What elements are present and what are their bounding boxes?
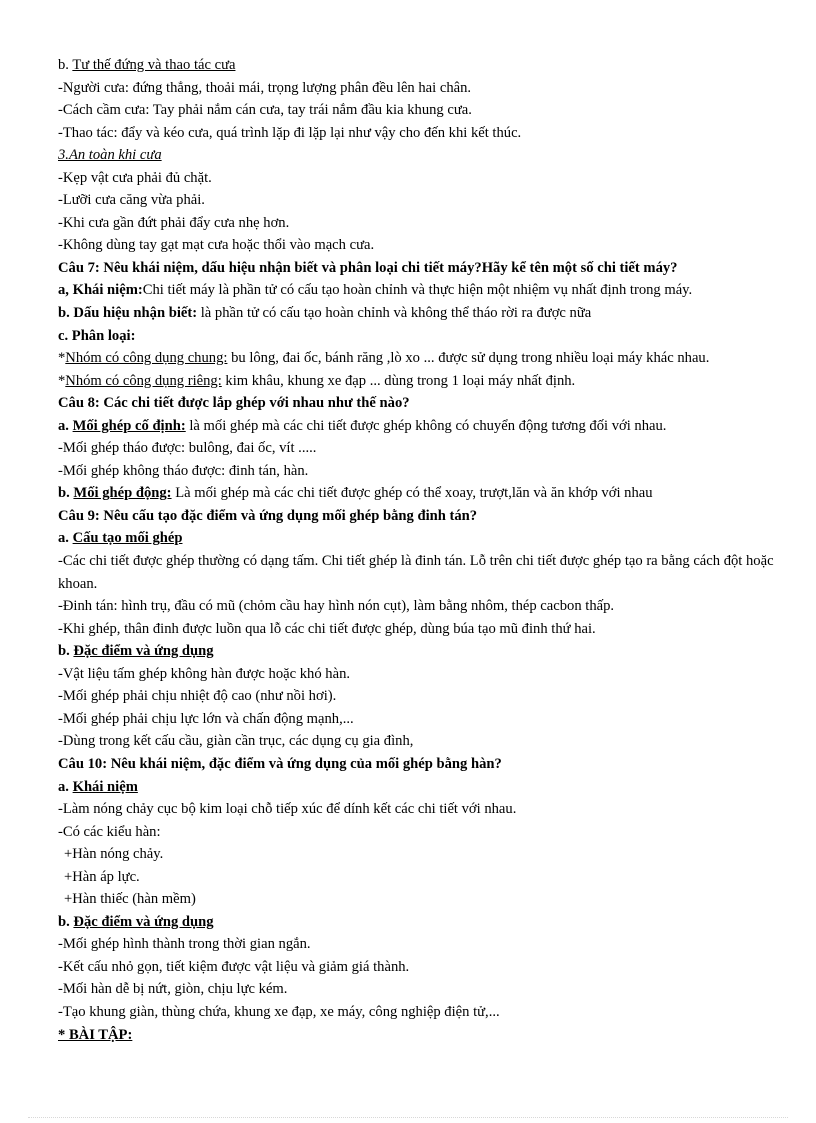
text-line: -Mối ghép hình thành trong thời gian ngắn. bbox=[58, 936, 311, 953]
question-10-heading: Câu 10: Nêu khái niệm, đặc điểm và ứng dụng của mối ghép bằng hàn? bbox=[58, 755, 502, 772]
text-line: -Làm nóng chảy cục bộ kim loại chỗ tiếp xúc để dính kết các chi tiết với nhau. bbox=[58, 801, 517, 818]
text-line: -Người cưa: đứng thẳng, thoải mái, trọng lượng phân đều lên hai chân. bbox=[58, 79, 472, 96]
heading-posture-text: Tư thế đứng và thao tác cưa bbox=[72, 57, 236, 73]
text-line: -Lưỡi cưa căng vừa phải. bbox=[58, 192, 205, 209]
text-line: -Mối ghép phải chịu nhiệt độ cao (như nồi hơi). bbox=[58, 688, 337, 705]
page-bottom-divider bbox=[28, 1117, 788, 1118]
text-paragraph: *Nhóm có công dụng chung: bu lông, đai ốc, bánh răng ,lò xo ... được sử dụng trong nhiều loại máy khác nhau. bbox=[58, 350, 710, 367]
text-line: -Không dùng tay gạt mạt cưa hoặc thổi vào mạch cưa. bbox=[58, 237, 375, 254]
label-features-welding: Đặc điểm và ứng dụng bbox=[73, 913, 214, 930]
text-line: b. Mối ghép động: Là mối ghép mà các chi tiết được ghép có thể xoay, trượt,lăn và ăn khớp với nhau bbox=[58, 485, 653, 502]
text-line: -Khi cưa gần đứt phải đẩy cưa nhẹ hơn. bbox=[58, 214, 290, 231]
text-line: -Vật liệu tấm ghép không hàn được hoặc khó hàn. bbox=[58, 665, 351, 682]
text-line: -Khi ghép, thân đinh được luồn qua lỗ các chi tiết được ghép, dùng búa tạo mũ đinh thứ hai. bbox=[58, 620, 596, 637]
text-line: -Thao tác: đẩy và kéo cưa, quá trình lặp đi lặp lại như vậy cho đến khi kết thúc. bbox=[58, 124, 522, 141]
text-line: a. Khái niệm bbox=[58, 778, 138, 795]
text-paragraph: a, Khái niệm:Chi tiết máy là phần tử có cấu tạo hoàn chỉnh và thực hiện một nhiệm vụ nhất định trong máy. bbox=[58, 282, 693, 299]
text-paragraph: -Các chi tiết được ghép thường có dạng tấm. Chi tiết ghép là đinh tán. Lỗ trên chi tiết được ghép tạo ra bằng cách đột hoặc khoan. bbox=[58, 553, 774, 592]
label-structure: Cấu tạo mối ghép bbox=[72, 530, 183, 547]
text-line: a. Cấu tạo mối ghép bbox=[58, 530, 183, 547]
text-line: -Kết cấu nhỏ gọn, tiết kiệm được vật liệu và giảm giá thành. bbox=[58, 958, 410, 975]
text-line: +Hàn thiếc (hàn mềm) bbox=[64, 891, 196, 908]
document-page bbox=[58, 54, 780, 1046]
label-classification: c. Phân loại: bbox=[58, 327, 136, 344]
text-line: -Mối ghép không tháo được: đinh tán, hàn. bbox=[58, 462, 309, 479]
label-fixed-joint: Mối ghép cố định: bbox=[72, 417, 186, 434]
exercises-heading: * BÀI TẬP: bbox=[58, 1026, 133, 1043]
text-line: a. Mối ghép cố định: là mối ghép mà các chi tiết được ghép không có chuyển động tương đối với nhau. bbox=[58, 417, 667, 434]
question-9-heading: Câu 9: Nêu cấu tạo đặc điểm và ứng dụng mối ghép bằng đinh tán? bbox=[58, 507, 478, 524]
label-signs: b. Dấu hiệu nhận biết: bbox=[58, 305, 198, 322]
label-features: Đặc điểm và ứng dụng bbox=[73, 643, 214, 660]
text-line: b. Đặc điểm và ứng dụng bbox=[58, 913, 214, 930]
label-definition: a, Khái niệm: bbox=[58, 282, 143, 299]
text-line: -Dùng trong kết cấu cầu, giàn cần trục, các dụng cụ gia đình, bbox=[58, 733, 414, 750]
text-line: b. Đặc điểm và ứng dụng bbox=[58, 643, 214, 660]
text-line: -Tạo khung giàn, thùng chứa, khung xe đạp, xe máy, công nghiệp điện tử,... bbox=[58, 1003, 500, 1020]
section-heading-safety: 3.An toàn khi cưa bbox=[58, 147, 162, 164]
text-line: b. Dấu hiệu nhận biết: là phần tử có cấu tạo hoàn chỉnh và không thể tháo rời ra được nữa bbox=[58, 305, 592, 322]
text-line: -Mối ghép tháo được: bulông, đai ốc, vít ..... bbox=[58, 440, 317, 457]
text-line: +Hàn nóng chảy. bbox=[64, 846, 164, 863]
text-line: -Có các kiểu hàn: bbox=[58, 823, 161, 840]
text-line: -Mối ghép phải chịu lực lớn và chấn động mạnh,... bbox=[58, 710, 354, 727]
label-concept: Khái niệm bbox=[72, 778, 138, 795]
question-7-heading: Câu 7: Nêu khái niệm, dấu hiệu nhận biết và phân loại chi tiết máy?Hãy kể tên một số chi tiết máy? bbox=[58, 259, 678, 276]
text-line: +Hàn áp lực. bbox=[64, 868, 140, 885]
section-heading-posture: b. Tư thế đứng và thao tác cưa bbox=[58, 57, 236, 73]
text-line: *Nhóm có công dụng riêng: kim khâu, khung xe đạp ... dùng trong 1 loại máy nhất định. bbox=[58, 372, 576, 389]
text-line: -Cách cầm cưa: Tay phải nắm cán cưa, tay trái nắm đầu kia khung cưa. bbox=[58, 102, 472, 119]
text-line: -Mối hàn dễ bị nứt, giòn, chịu lực kém. bbox=[58, 981, 288, 998]
text-line: -Đinh tán: hình trụ, đầu có mũ (chỏm cầu hay hình nón cụt), làm bằng nhôm, thép cacbon thấp. bbox=[58, 598, 615, 615]
question-8-heading: Câu 8: Các chi tiết được lắp ghép với nhau như thế nào? bbox=[58, 395, 410, 412]
text-line: -Kẹp vật cưa phải đủ chặt. bbox=[58, 169, 212, 186]
label-moving-joint: Mối ghép động: bbox=[73, 485, 172, 502]
